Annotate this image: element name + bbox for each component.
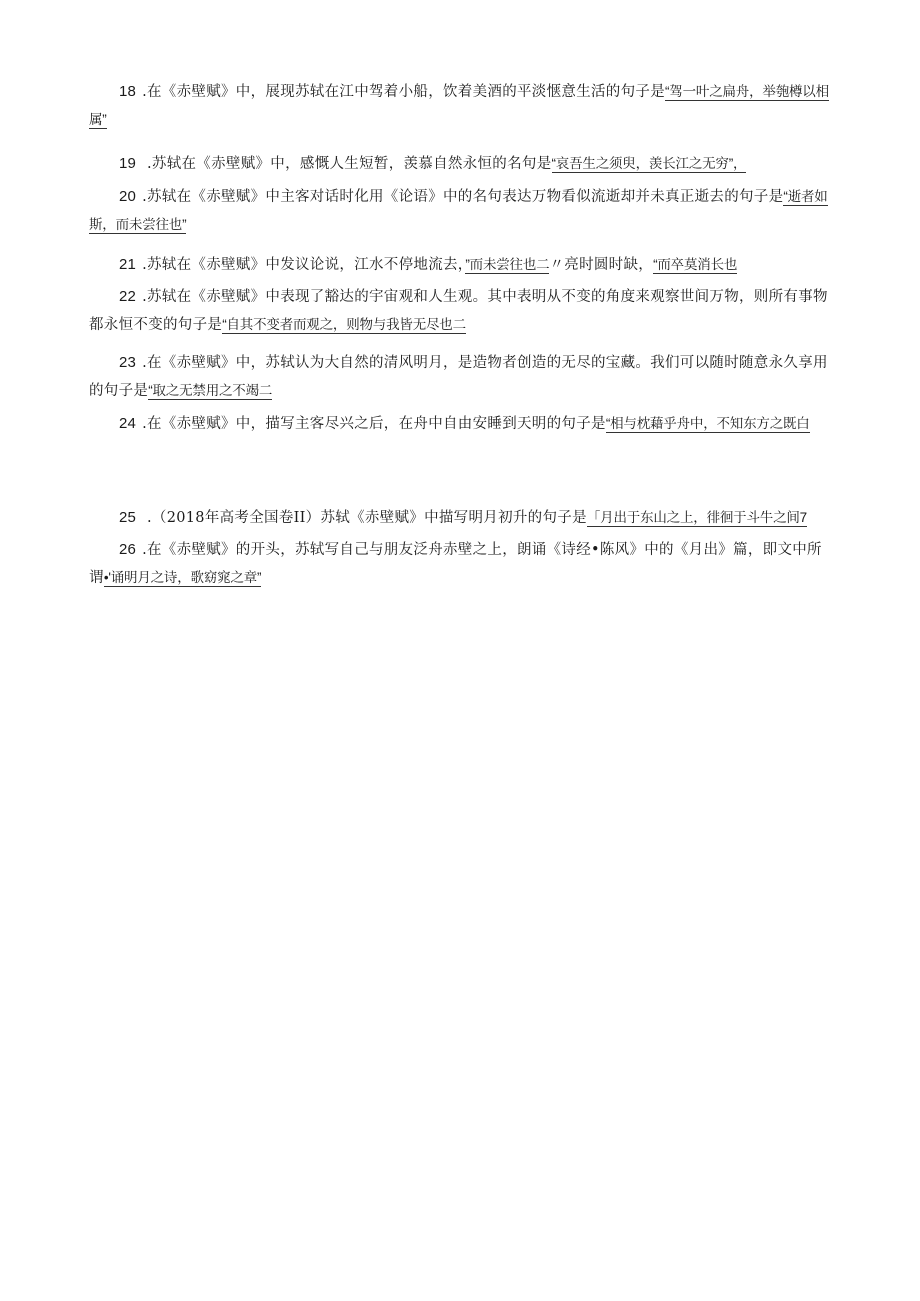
question-text: .苏轼在《赤壁赋》中发议论说，江水不停地流去， (142, 257, 466, 273)
question-number: 22 (119, 288, 137, 305)
question-23 (89, 349, 831, 405)
answer-text: “驾一叶之扁舟，举匏樽以相属” (89, 84, 829, 127)
question-number: 20 (119, 188, 137, 205)
question-number: 19 (119, 155, 137, 172)
question-number: 25 (119, 509, 137, 526)
question-number: 18 (119, 83, 137, 100)
answer-text: “逝者如斯，而未尝往也” (89, 189, 828, 232)
question-text-continued: 〃亮时圆时缺， (549, 257, 654, 273)
question-number: 24 (119, 415, 137, 432)
question-number: 21 (119, 256, 137, 273)
answer-text-second: “而卒莫消长也 (653, 257, 738, 272)
question-text: .苏轼在《赤壁赋》中表现了豁达的宇宙观和人生观。其中表明从不变的角度来观察世间万物，则所有事物都永恒不变的句子是 (89, 289, 828, 333)
question-number: 26 (119, 541, 137, 558)
answer-text: “哀吾生之须臾，羡长江之无穷”， (551, 156, 747, 171)
question-21 (89, 251, 831, 279)
question-19 (89, 150, 831, 178)
question-22 (89, 283, 831, 339)
question-26 (89, 536, 831, 592)
question-text: .在《赤壁赋》中，展现苏轼在江中驾着小船，饮着美酒的平淡惬意生活的句子是 (142, 84, 665, 100)
question-text: .在《赤壁赋》的开头，苏轼写自己与朋友泛舟赤壁之上，朗诵《诗经•陈风》中的《月出》篇，即文中所谓 (89, 542, 822, 586)
answer-text: “相与枕藉乎舟中，不知东方之既白 (605, 416, 810, 431)
question-number: 23 (119, 354, 137, 371)
question-text: .在《赤壁赋》中，描写主客尽兴之后，在舟中自由安睡到天明的句子是 (142, 416, 606, 432)
question-20 (89, 183, 831, 239)
question-text: .苏轼在《赤壁赋》中，感慨人生短暂，羡慕自然永恒的名句是 (142, 156, 552, 172)
question-text: .在《赤壁赋》中，苏轼认为大自然的清风明月，是造物者创造的无尽的宝藏。我们可以随时随意永久享用的句子是 (89, 355, 828, 399)
question-text: .（2018年高考全国卷II）苏轼《赤壁赋》中描写明月初升的句子是 (142, 510, 587, 526)
question-text: .苏轼在《赤壁赋》中主客对话时化用《论语》中的名句表达万物看似流逝却并未真正逝去的句子是 (142, 189, 784, 205)
answer-text: 「月出于东山之上，徘徊于斗牛之间7 (586, 510, 807, 525)
answer-text: “取之无禁用之不竭二 (148, 383, 273, 398)
answer-text: ”而未尝往也二 (465, 257, 550, 272)
question-24 (89, 410, 831, 438)
answer-text: “自其不变者而观之，则物与我皆无尽也二 (222, 317, 466, 332)
question-25 (89, 504, 831, 532)
answer-text: •'诵明月之诗，歌窈窕之章” (103, 570, 262, 585)
question-18 (89, 78, 831, 134)
